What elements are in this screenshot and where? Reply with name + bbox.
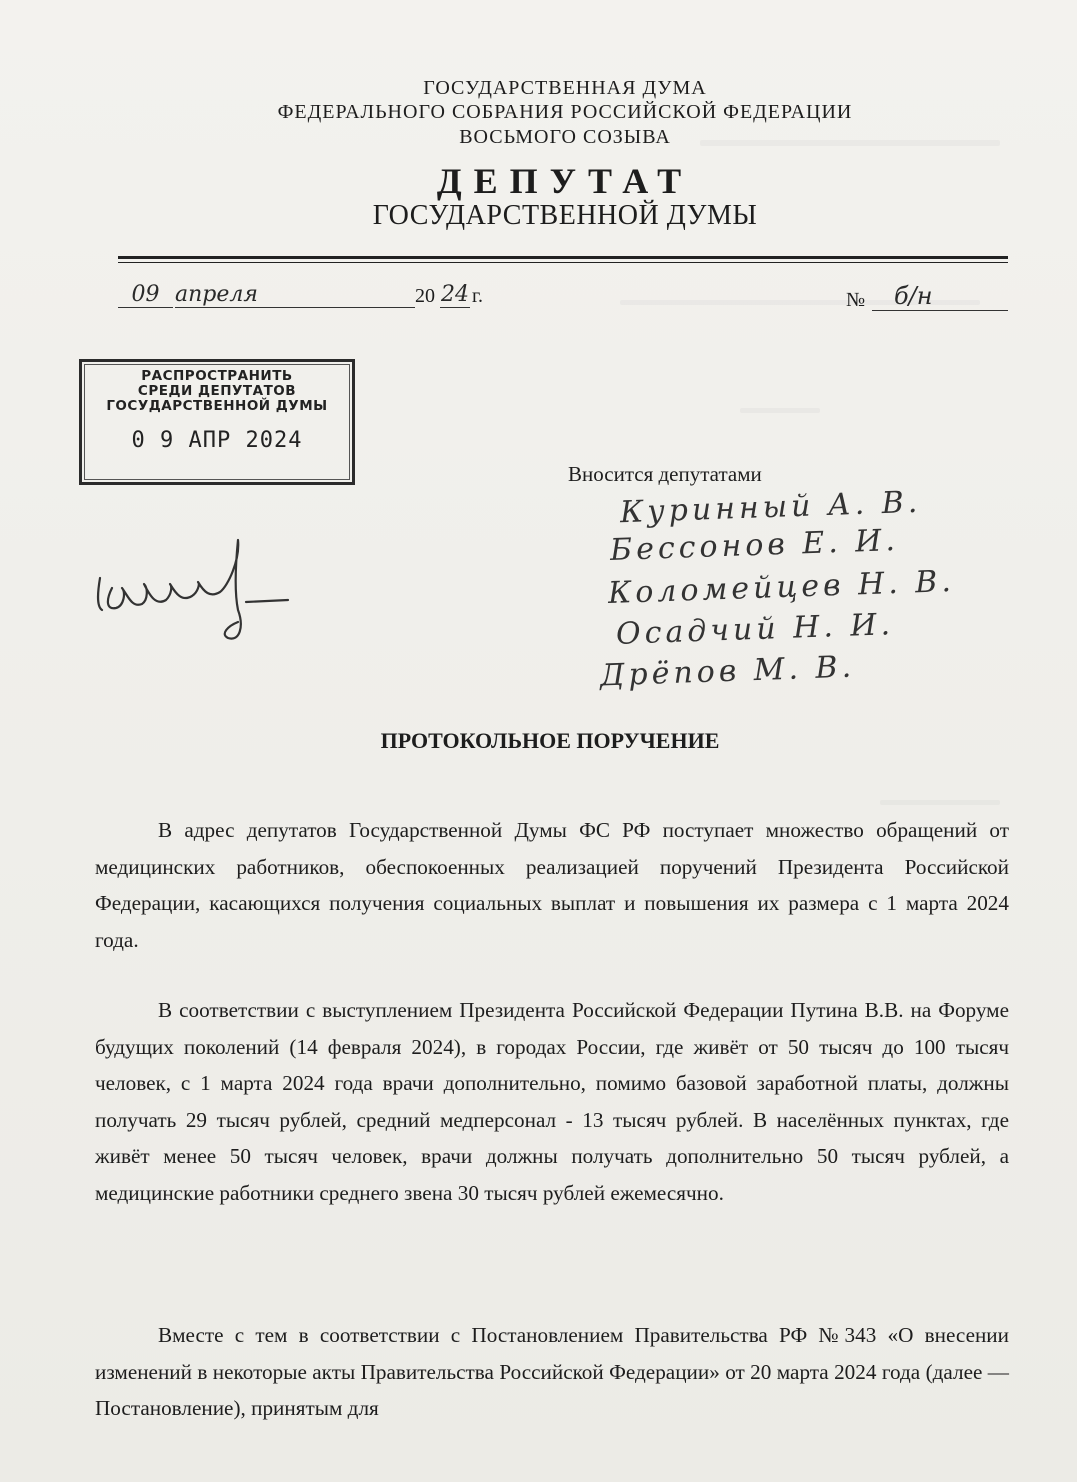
body-paragraph: Вместе с тем в соответствии с Постановлением Правительства РФ №343 «О внесении изменений в некоторые акты Правительства Российской Федерации» от 20 марта 2024 года (далее — Постановление), принятым для xyxy=(95,1323,1009,1420)
document-title: ПРОТОКОЛЬНОЕ ПОРУЧЕНИЕ xyxy=(380,728,720,753)
stamp-line-3: ГОСУДАРСТВЕННОЙ ДУМЫ xyxy=(106,398,328,414)
deputy-signature: Куринный А. В. xyxy=(619,484,922,531)
body-paragraph: В соответствии с выступлением Президента Российской Федерации Путина В.В. на Форуме будущих поколений (14 февраля 2024), в городах России, где живёт от 50 тысяч до 100 тысяч человек, с 1 марта 2024 года врачи дополнительно, помимо базовой заработной платы, должны получать 29 тысяч рублей, средний медперсонал - 13 тысяч рублей. В населённых пунктах, где живёт менее 50 тысяч человек, врачи должны получать дополнительно 50 тысяч рублей, а медицинские работники среднего звена 30 тысяч рублей ежемесячно. xyxy=(95,998,1009,1205)
stamp-line-2: СРЕДИ ДЕПУТАТОВ xyxy=(137,383,297,399)
stamp-line-1: РАСПРОСТРАНИТЬ xyxy=(141,368,293,384)
header-federal-assembly: ФЕДЕРАЛЬНОГО СОБРАНИЯ РОССИЙСКОЙ ФЕДЕРАЦИИ xyxy=(277,101,853,123)
date-month: апреля xyxy=(175,282,415,308)
deputy-signature: Дрёпов М. В. xyxy=(599,649,856,694)
deputy-signature: Осадчий Н. И. xyxy=(615,607,895,652)
number-sign: № xyxy=(846,289,866,311)
header-subtitle: ГОСУДАРСТВЕННОЙ ДУМЫ xyxy=(372,200,758,231)
header-title: ДЕПУТАТ xyxy=(436,161,694,201)
header-divider-thin xyxy=(118,262,1008,263)
document-number: б/н xyxy=(872,282,1008,311)
date-suffix: г. xyxy=(472,285,483,307)
stamp-date: 0 9 АПР 2024 xyxy=(131,428,303,453)
header-divider-thick xyxy=(118,256,1008,259)
header-organization: ГОСУДАРСТВЕННАЯ ДУМА xyxy=(423,77,707,99)
deputy-signature: Коломейцев Н. В. xyxy=(607,563,956,612)
deputy-signature: Бессонов Е. И. xyxy=(609,522,900,569)
submitted-by-label: Вносится депутатами xyxy=(568,462,762,486)
body-paragraph: В адрес депутатов Государственной Думы ФС РФ поступает множество обращений от медицинских работников, обеспокоенных реализацией поручений Президента Российской Федерации, касающихся получения социальных выплат и повышения их размера с 1 марта 2024 года. xyxy=(95,818,1009,952)
bleed-through-mark xyxy=(880,800,1000,805)
date-day: 09 xyxy=(118,282,173,308)
handwritten-signature xyxy=(88,530,308,650)
header-convocation: ВОСЬМОГО СОЗЫВА xyxy=(459,126,671,148)
distribution-stamp xyxy=(79,359,355,485)
bleed-through-mark xyxy=(740,408,820,413)
date-year: 24 xyxy=(441,282,469,307)
date-year-prefix: 20 xyxy=(415,285,435,307)
